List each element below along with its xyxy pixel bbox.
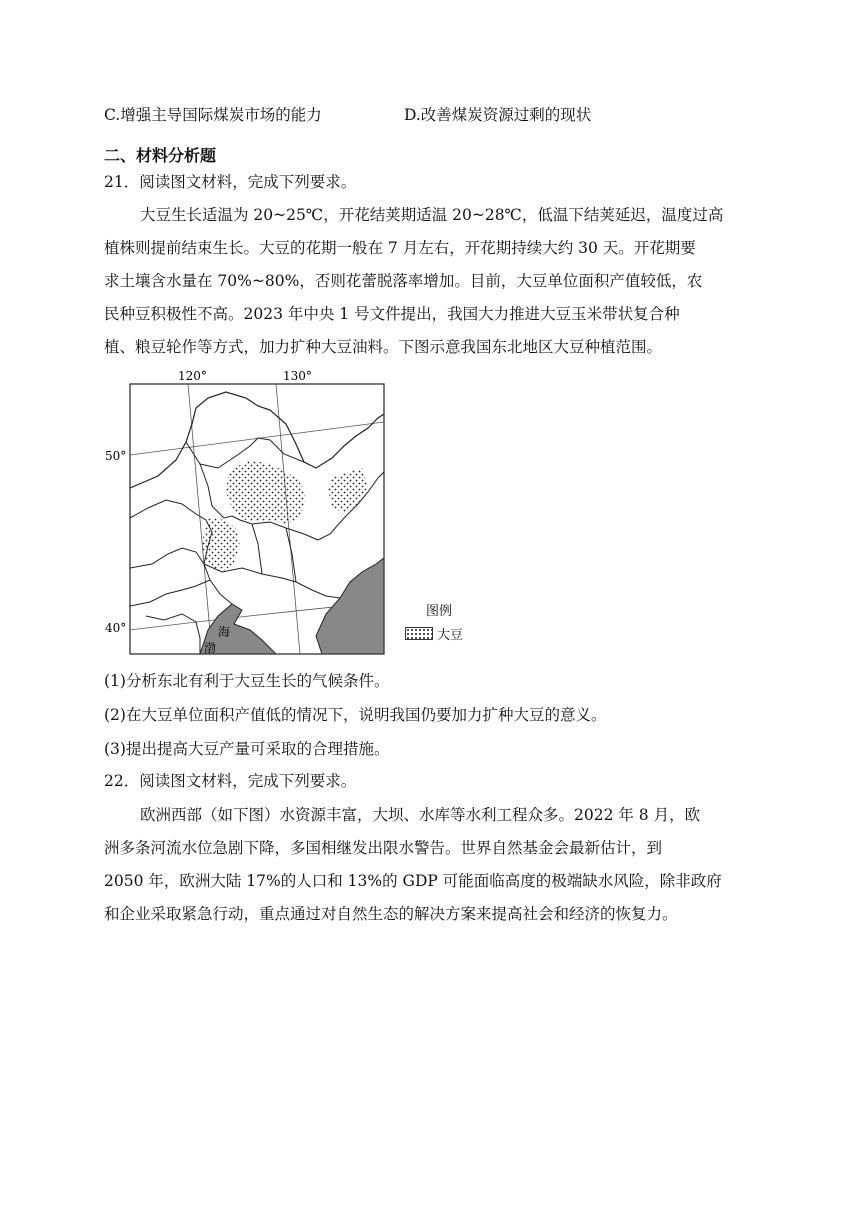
section-title: 二、材料分析题 — [104, 146, 217, 165]
q21-stem: 21．阅读图文材料，完成下列要求。 — [104, 173, 357, 191]
sea-label: 渤 — [204, 641, 217, 655]
sea-label: 海 — [218, 625, 231, 639]
q21-para-line: 植株则提前结束生长。大豆的花期一般在 7 月左右，开花期持续大约 30 天。开花期要 — [104, 239, 696, 257]
q21-para-line: 民种豆积极性不高。2023 年中央 1 号文件提出，我国大力推进大豆玉米带状复合种 — [104, 305, 680, 323]
option-d: D.改善煤炭资源过剩的现状 — [404, 106, 592, 124]
legend-label: 大豆 — [437, 628, 464, 643]
legend-title: 图例 — [426, 604, 453, 619]
q22-para-line: 洲多条河流水位急剧下降，多国相继发出限水警告。世界自然基金会最新估计，到 — [104, 839, 663, 857]
legend-item — [405, 624, 463, 643]
lat-label-50: 50° — [105, 449, 127, 463]
option-c: C.增强主导国际煤炭市场的能力 — [104, 106, 322, 124]
lon-label-120: 120° — [178, 369, 207, 383]
q21-para-line: 求土壤含水量在 70%~80%，否则花蕾脱落率增加。目前，大豆单位面积产值较低，农 — [104, 272, 703, 290]
soybean-swatch-icon — [405, 627, 433, 640]
q21-sub-question: (2)在大豆单位面积产值低的情况下，说明我国仍要加力扩种大豆的意义。 — [104, 706, 607, 724]
q22-stem: 22．阅读图文材料，完成下列要求。 — [104, 772, 357, 790]
q21-para-line: 植、粮豆轮作等方式，加力扩种大豆油料。下图示意我国东北地区大豆种植范围。 — [104, 338, 663, 356]
q22-para-line: 欧洲西部（如下图）水资源丰富，大坝、水库等水利工程众多。2022 年 8 月，欧 — [140, 806, 701, 824]
lat-label-40: 40° — [105, 621, 127, 635]
q21-sub-question: (1)分析东北有利于大豆生长的气候条件。 — [104, 672, 390, 690]
q22-para-line: 和企业采取紧急行动，重点通过对自然生态的解决方案来提高社会和经济的恢复力。 — [104, 905, 678, 923]
northeast-soybean-map — [100, 368, 400, 658]
q21-para-line: 大豆生长适温为 20~25℃，开花结荚期适温 20~28℃，低温下结荚延迟，温度过高 — [140, 206, 724, 224]
q22-para-line: 2050 年，欧洲大陆 17%的人口和 13%的 GDP 可能面临高度的极端缺水风险，除非政府 — [104, 872, 722, 890]
q21-sub-question: (3)提出提高大豆产量可采取的合理措施。 — [104, 740, 390, 758]
lon-label-130: 130° — [283, 369, 312, 383]
